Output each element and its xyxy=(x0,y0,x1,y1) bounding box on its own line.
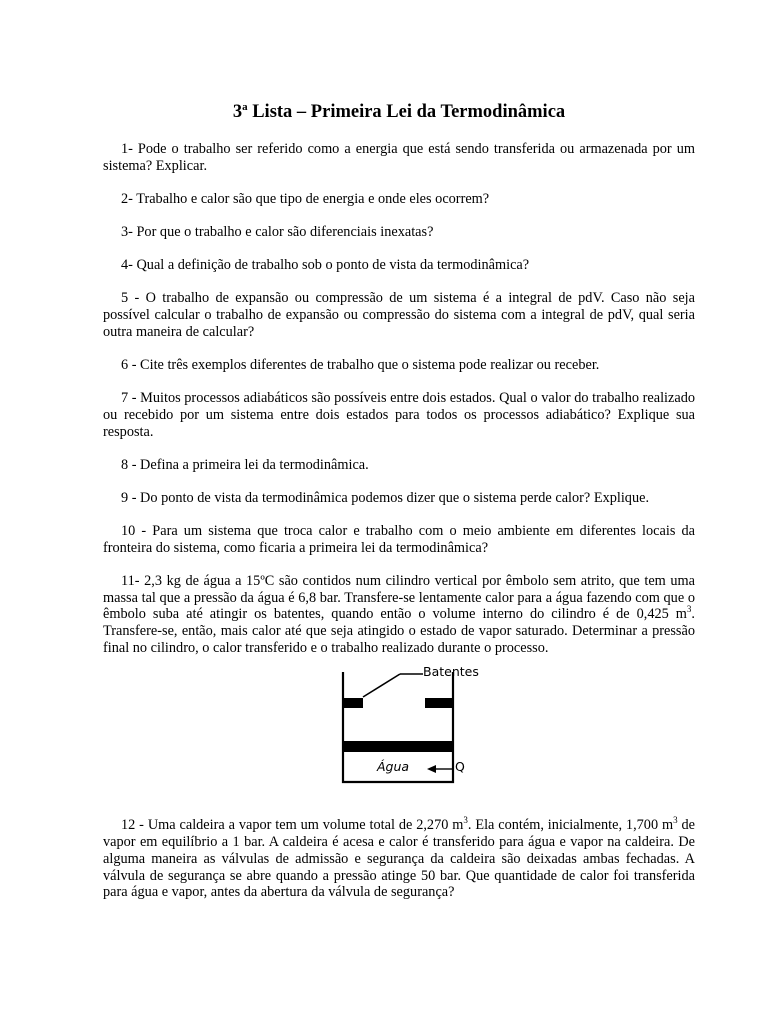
question-12-text-a: 12 - Uma caldeira a vapor tem um volume total de 2,270 m xyxy=(121,817,464,834)
question-5: 5 - O trabalho de expansão ou compressão de um sistema é a integral de pdV. Caso não seja possível calcular o trabalho de expansão ou compressão do sistema com a integral de pdV, qual seria outra maneira de calcular? xyxy=(103,290,695,340)
question-4: 4- Qual a definição de trabalho sob o ponto de vista da termodinâmica? xyxy=(121,257,530,274)
question-11-text-b: . Transfere-se, então, mais calor até que seja atingido o estado de vapor saturado. Determinar a pressão final no cilindro, o calor transferido e o trabalho realizado durante o processo. xyxy=(103,606,695,657)
question-12-text-b: . Ela contém, inicialmente, 1,700 m xyxy=(467,817,674,834)
question-6: 6 - Cite três exemplos diferentes de trabalho que o sistema pode realizar ou receber. xyxy=(121,357,600,374)
stop-right xyxy=(425,698,453,708)
cylinder-drawing xyxy=(103,665,695,805)
stops-label: Batentes xyxy=(423,664,479,680)
question-7: 7 - Muitos processos adiabáticos são possíveis entre dois estados. Qual o valor do trabalho realizado ou recebido por um sistema entre dois estados para todos os processos adiabático? Explique sua resposta. xyxy=(103,390,695,440)
heat-arrow-head xyxy=(427,765,436,773)
piston xyxy=(343,741,453,752)
stop-left xyxy=(343,698,363,708)
question-11-text-a: 11- 2,3 kg de água a 15ºC são contidos num cilindro vertical por êmbolo sem atrito, que tem uma massa tal que a pressão da água é 6,8 bar. Transfere-se lentamente calor para a água fazendo com que o êmbolo suba até atingir os batentes, quando então o volume interno do cilindro é de 0,425 m xyxy=(103,572,695,623)
question-12-text-c: de vapor em equilíbrio a 1 bar. A caldeira é acesa e calor é transferido para água e vapor na caldeira. De alguma maneira as válvulas de admissão e segurança da caldeira são deixadas ambas fechadas. A válvula de segurança se abre quando a pressão atinge 50 bar. Que quantidade de calor foi transferida para água e vapor, antes da abertura da válvula de segurança? xyxy=(103,817,695,901)
stops-leader-line xyxy=(363,674,400,697)
question-12-sup-a: 3 xyxy=(463,815,468,826)
question-10: 10 - Para um sistema que troca calor e trabalho com o meio ambiente em diferentes locais da fronteira do sistema, como ficaria a primeira lei da termodinâmica? xyxy=(103,522,695,556)
question-3: 3- Por que o trabalho e calor são diferenciais inexatas? xyxy=(121,224,434,241)
question-8: 8 - Defina a primeira lei da termodinâmica. xyxy=(121,456,369,473)
question-1: 1- Pode o trabalho ser referido como a energia que está sendo transferida ou armazenada por um sistema? Explicar. xyxy=(103,141,695,174)
question-12-sup-b: 3 xyxy=(673,815,678,826)
cylinder-diagram xyxy=(103,665,695,805)
heat-label: Q xyxy=(455,759,465,775)
question-9: 9 - Do ponto de vista da termodinâmica podemos dizer que o sistema perde calor? Explique. xyxy=(121,489,650,506)
question-12 xyxy=(103,817,695,901)
water-label: Água xyxy=(377,759,410,775)
title-number: 3 xyxy=(232,102,243,123)
title-text: Lista – Primeira Lei da Termodinâmica xyxy=(252,102,566,123)
document-page xyxy=(103,96,695,917)
question-11-sup: 3 xyxy=(686,604,692,615)
question-2: 2- Trabalho e calor são que tipo de energia e onde eles ocorrem? xyxy=(121,191,490,208)
question-11 xyxy=(103,573,695,657)
title-superscript: a xyxy=(242,101,248,113)
page-title xyxy=(103,96,695,123)
